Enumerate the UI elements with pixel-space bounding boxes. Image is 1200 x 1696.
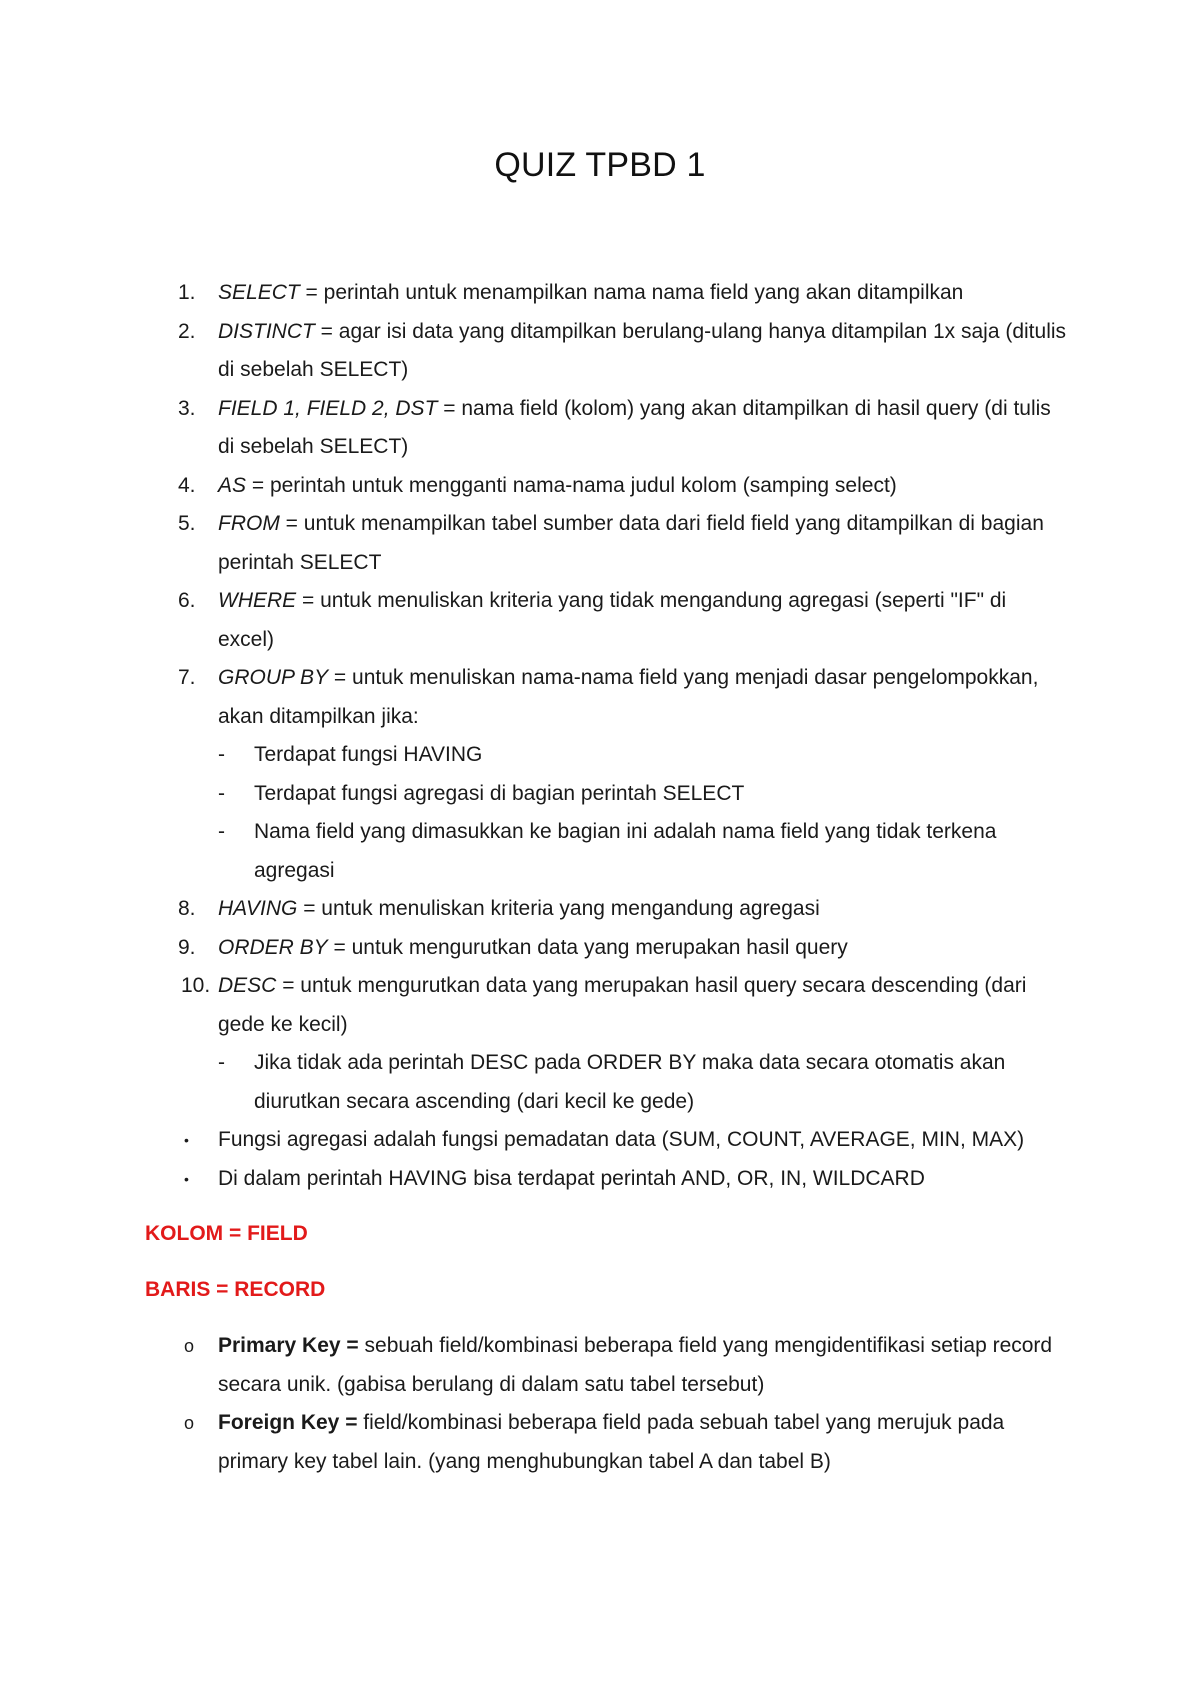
list-item [0,929,1200,968]
item-text: = agar isi data yang ditampilkan berulang-ulang hanya ditampilan 1x saja (ditulis di sebelah SELECT) [218,319,1067,381]
page-title: QUIZ TPBD 1 [494,146,706,184]
heading-kolom [0,1215,1200,1254]
bullet-item [0,1160,1200,1199]
item-number: 7. [178,666,196,689]
dash-marker: - [218,781,225,805]
list-item [0,505,1200,582]
item-text: = perintah untuk mengganti nama-nama judul kolom (samping select) [246,473,897,497]
key-text: field/kombinasi beberapa field pada sebuah tabel yang merujuk pada primary key tabel lain. (yang menghubungkan tabel A dan tabel B) [218,1411,1005,1473]
item-text: = untuk menuliskan nama-nama field yang menjadi dasar pengelompokkan, akan ditampilkan jika: [218,666,1039,728]
dash-marker: - [218,743,225,766]
sub-item-text: Nama field yang dimasukkan ke bagian ini adalah nama field yang tidak terkena agregasi [254,820,997,882]
sub-item-text: Terdapat fungsi HAVING [254,743,483,766]
sub-item-text: Jika tidak ada perintah DESC pada ORDER BY maka data secara otomatis akan diurutkan secara ascending (dari kecil ke gede) [254,1051,1006,1113]
sub-list-item [0,813,1200,890]
key-label: Primary Key = [218,1334,359,1357]
list-item [0,274,1200,313]
bullet-text: Fungsi agregasi adalah fungsi pemadatan data (SUM, COUNT, AVERAGE, MIN, MAX) [218,1128,1025,1151]
sub-item-text: Terdapat fungsi agregasi di bagian perintah SELECT [254,781,745,805]
item-number: 4. [178,473,196,497]
baris-record-heading: BARIS = RECORD [145,1277,326,1301]
item-number: 6. [178,589,196,612]
list-item [0,890,1200,929]
item-number: 9. [178,935,196,959]
item-keyword: ORDER BY [218,935,328,959]
item-number: 10. [181,974,211,997]
list-item [0,313,1200,390]
bullet-text: Di dalam perintah HAVING bisa terdapat perintah AND, OR, IN, WILDCARD [218,1166,925,1190]
list-item [0,967,1200,1044]
item-keyword: FROM [218,512,280,535]
item-text: = nama field (kolom) yang akan ditampilkan di hasil query (di tulis di sebelah SELECT) [218,396,1051,458]
item-keyword: WHERE [218,589,297,612]
heading-baris [0,1271,1200,1310]
dash-marker: - [218,1051,225,1074]
item-keyword: GROUP BY [218,666,329,689]
item-number: 8. [178,897,196,920]
item-text: = untuk mengurutkan data yang merupakan hasil query secara descending (dari gede ke kecil) [218,974,1027,1036]
list-item [0,582,1200,659]
item-number: 5. [178,512,196,535]
list-item [0,659,1200,736]
sub-list-item [0,1044,1200,1121]
circle-bullet-icon: o [184,1336,195,1356]
list-item [0,467,1200,506]
item-keyword: HAVING [218,897,298,920]
circle-bullet-icon: o [184,1413,195,1433]
item-number: 1. [178,281,196,304]
item-text: = untuk mengurutkan data yang merupakan hasil query [327,935,848,959]
bullet-icon: • [184,1132,189,1148]
kolom-field-heading: KOLOM = FIELD [145,1222,308,1245]
item-text: = untuk menuliskan kriteria yang mengandung agregasi [297,897,820,920]
dash-marker: - [218,820,225,843]
item-keyword: FIELD 1, FIELD 2, DST [218,396,438,420]
list-item [0,390,1200,467]
item-keyword: DISTINCT [218,319,315,343]
key-label: Foreign Key = [218,1411,358,1434]
bullet-icon: • [184,1170,189,1187]
bullet-item [0,1121,1200,1160]
item-text: = untuk menuliskan kriteria yang tidak mengandung agregasi (seperti "IF" di excel) [218,589,1007,651]
key-text: sebuah field/kombinasi beberapa field yang mengidentifikasi setiap record secara unik. (gabisa berulang di dalam satu tabel tersebut) [218,1334,1053,1396]
item-keyword: SELECT [218,281,300,304]
item-keyword: AS [218,473,247,497]
item-text: = perintah untuk menampilkan nama nama field yang akan ditampilkan [299,281,964,304]
item-keyword: DESC [218,974,277,997]
item-number: 3. [178,396,196,420]
sub-list-item [0,736,1200,775]
key-item [0,1404,1200,1481]
document-body [0,274,1200,1481]
key-item [0,1327,1200,1404]
sub-list-item [0,775,1200,814]
item-number: 2. [178,319,196,343]
item-text: = untuk menampilkan tabel sumber data dari field field yang ditampilkan di bagian perintah SELECT [218,512,1044,574]
